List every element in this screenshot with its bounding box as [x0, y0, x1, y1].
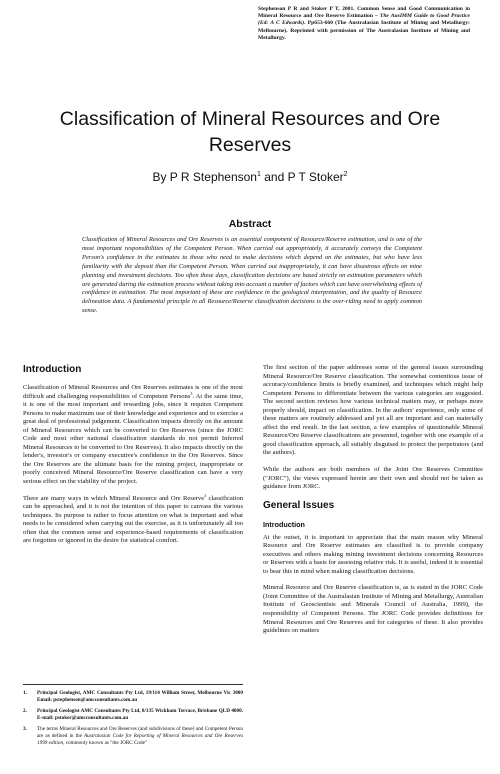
footnote-number: 2.	[23, 708, 27, 715]
footnote-code-title: Australasian Code for Reporting of Mineral Resources and Ore Reserves 1999 edition	[37, 732, 243, 746]
right-column	[263, 364, 483, 644]
footnote-text	[37, 726, 243, 746]
footnote-mark: 3	[190, 390, 193, 396]
right-paragraph-1: The first section of the paper addresses some of the general issues surrounding Mineral Resource/Ore Reserve classification. The somewhat contentious issue of accuracy/confidence limits is briefly examined, and techniques which might help Competent Persons to differentiate between the various categories are suggested. The second section reviews how various technical matters may, or perhaps more properly should, impact on classification. In the authors' experience, only some of these matters are routinely addressed and yet all are important and can materially affect the end result. In the last section, a few examples of questionable Mineral Resource/Ore Reserve classifications are presented, together with one example of a good classification approach, all suitably disguised to protect the perpetrators (and the authors).	[263, 364, 483, 457]
introduction-paragraph-2	[23, 492, 243, 546]
paragraph-text: Classification of Mineral Resources and Ore Reserves estimates is one of the most difficult and challenging responsibilities of Competent Persons	[23, 384, 243, 400]
footnote-divider	[23, 684, 243, 685]
introduction-paragraph-1	[23, 384, 243, 487]
citation-text-end: . Pp653-660 (The Australasian Institute of Mining and Metallurgy: Melbourne). Reprinted with permission of The Australasian Institute of Mining and Metallurgy.	[258, 20, 470, 41]
general-issues-heading: General Issues	[263, 499, 335, 511]
right-paragraph-3: At the outset, it is important to appreciate that the main reason why Mineral Resource and Ore Reserve estimates are classified is to provide company executives and others making mining investment decisions concerning Resources or Reserves with a basis for assessing relative risk. It is useful, indeed it is essential to bear this in mind when making classification decisions.	[263, 533, 483, 575]
abstract-heading: Abstract	[228, 218, 272, 230]
paragraph-text: . At the same time, it is one of the most important and rewarding jobs, since it requires Competent Persons to make maximum use of their knowledge and experience and to exercise a great deal of professional judgement. Classification impacts directly on the amount of Mineral Resources which can be converted to Ore Reserves (since the JORC Code and most other national classification standards do not permit Inferred Mineral Resources to be converted to Ore Reserves). It also impacts directly on the lender's, investor's or company executive's confidence in the Ore Reserves. Since the Ore Reserves are the ultimate basis for the mining project, inappropriate or poorly conceived Mineral Resource/Ore Reserve classification can have a very serious effect on the viability of the project.	[23, 392, 244, 486]
footnotes	[23, 690, 243, 751]
right-paragraph-4: Mineral Resource and Ore Reserve classification is, as is stated in the JORC Code (Joint Committee of the Australasian Institute of Mining and Metallurgy, Australian Institute of Geoscientists and Minerals Council of Australia, 1999), the responsibility of Competent Persons. The JORC Code provides definitions for Mineral Resources and Ore Reserves and for categories of these. It also provides guidelines on matters	[263, 584, 483, 635]
abstract-text: Classification of Mineral Resources and Ore Reserves is an essential component of Resource/Reserve estimation, and is one of the most important responsibilities of the Competent Person. When carried out appropriately, it accurately conveys the Competent Person's confidence in the estimates to those who need to make decisions which depend on the estimates, but who have less familiarity with the deposit than the Competent Person. When carried out inappropriately, it can have disastrous effects on mine planning and investment decisions. Too often these days, classification decisions are based strictly on estimation parameters which are generated during the estimation process without taking into account a number of factors which can have overwhelming effects of confidence in estimation. The most important of these are confidence in the geological interpretation, and the quality of Resource delineation data. A fundamental principle in all Resource/Reserve classification decisions is the over-riding need to apply common sense.	[82, 236, 422, 315]
footnote-3	[23, 726, 243, 746]
footnote-text: Principal Geologist, AMC Consultants Pty Ltd, 19/114 William Street, Melbourne Vic 3000 Email: pstephenson@amcconsultants.com.au	[37, 690, 243, 703]
footnote-text-part: The terms Mineral Resources and Ore Reserves (and subdivisions of these) and Competent Person are as defined in the	[37, 726, 243, 739]
footnote-number: 1.	[23, 690, 27, 696]
left-column	[23, 364, 243, 554]
author-2-footnote-mark: 2	[343, 171, 348, 178]
footnote-1	[23, 690, 243, 703]
footnote-mark: 3	[204, 492, 207, 498]
paper-title: Classification of Mineral Resources and Ore Reserves	[59, 108, 441, 156]
author-2: and P T Stoker	[260, 170, 344, 184]
paragraph-text: There are many ways in which Mineral Resource and Ore Reserve	[23, 494, 205, 502]
introduction-heading: Introduction	[23, 364, 82, 375]
author-line	[20, 167, 480, 185]
citation-block	[258, 6, 470, 42]
right-paragraph-2: While the authors are both members of the Joint Ore Reserves Committee ("JORC"), the views expressed herein are their own and should not be taken as guidance from JORC.	[263, 466, 483, 491]
footnote-number: 3.	[23, 726, 27, 733]
author-1: By P R Stephenson	[152, 170, 257, 184]
paragraph-text: classification can be approached, and it is not the intention of this paper to canvass the various techniques. Its purpose is rather to focus attention on what is important and what needs to be considered when carrying out the exercise, as it is unfortunately all too often that the common sense and experience-based requirements of classification are forgotten or ignored in the desire for statistical comfort.	[23, 494, 243, 545]
footnote-text: Principal Geologist AMC Consultants Pty Ltd, 8/135 Wickham Terrace, Brisbane QLD 4000. E-mail: pstoker@amcconsultants.com.au	[37, 708, 243, 721]
author-1-footnote-mark: 1	[256, 171, 261, 178]
citation-text: Stephenson P R and Stoker P T, 2001. Common Sense and Good Communication in Mineral Resource and Ore Reserve Estimation –	[258, 6, 470, 20]
citation-book-title: The AusIMM Guide to Good Practice (Ed: A C Edwards)	[258, 13, 470, 27]
footnote-2	[23, 708, 243, 721]
general-issues-intro-subheading: Introduction	[263, 519, 305, 529]
footnote-text-part: , commonly known as "the JORC Code"	[63, 739, 148, 746]
